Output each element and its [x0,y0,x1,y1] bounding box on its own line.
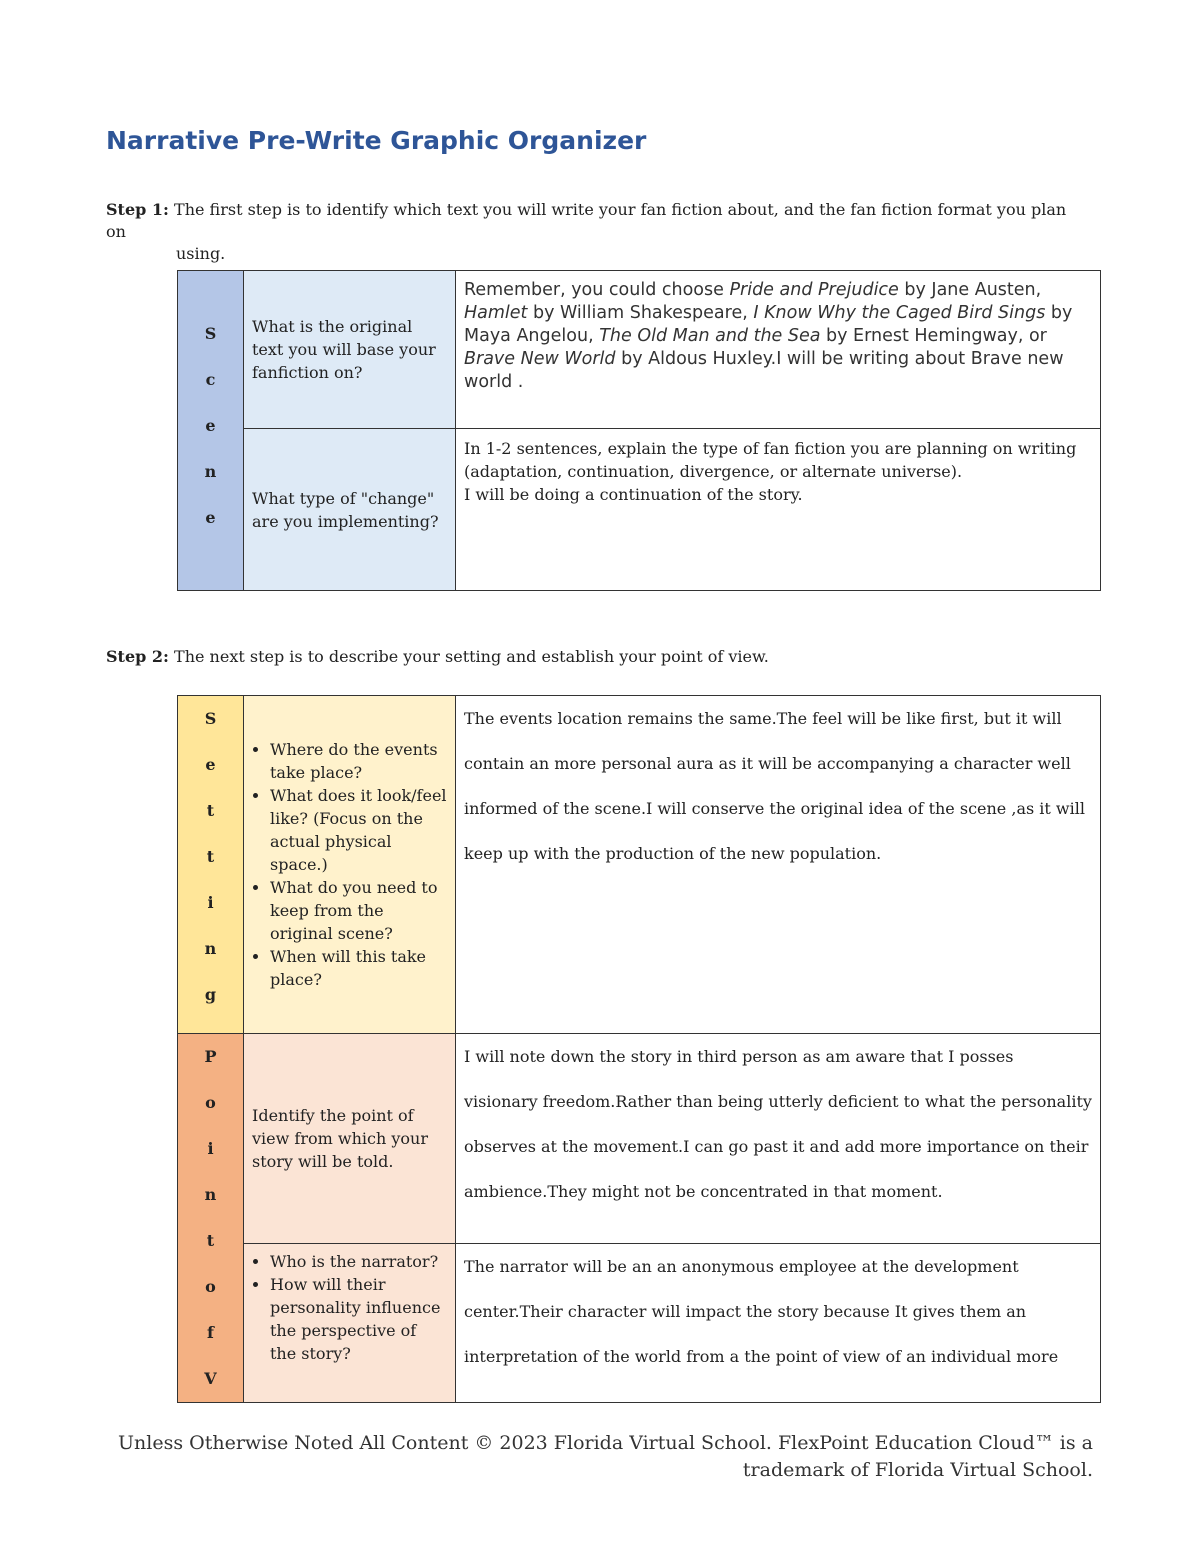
footer-copyright: Unless Otherwise Noted All Content © 2023 Florida Virtual School. FlexPoint Education Cloud™ is a trademark of Florida Virtual School. [118,1432,1093,1481]
setting-bullet: • What do you need to keep from the original scene? [270,876,447,945]
setting-bullet: • When will this take place? [270,945,447,991]
setting-pov-table [177,695,1101,1403]
step1-instruction [106,199,1086,265]
step1-text-cont: using. [176,244,226,263]
setting-answer[interactable]: The events location remains the same.The feel will be like first, but it will contain an more personal aura as it will be accompanying a character well informed of the scene.I will conserve the original idea of the scene ,as it will keep up with the production of the new population. [456,696,1101,1034]
scene-answer-1[interactable]: Remember, you could choose Pride and Prejudice by Jane Austen, Hamlet by William Shakespeare, I Know Why the Caged Bird Sings by Maya Angelou, The Old Man and the Sea by Ernest Hemingway, or Brave New World by Aldous Huxley.I will be writing about Brave new world . [456,271,1101,429]
scene-question-1: What is the original text you will base your fanfiction on? [244,271,456,429]
step1-text: The first step is to identify which text you will write your fan fiction about, and the fan fiction format you plan on [106,200,1067,241]
step2-text: The next step is to describe your setting and establish your point of view. [174,647,769,666]
step2-instruction [106,646,1086,668]
setting-questions [244,696,456,1034]
step2-label: Step 2: [106,647,169,666]
setting-bullet: • Where do the events take place? [270,738,447,784]
pov-answer-1[interactable]: I will note down the story in third person as am aware that I posses visionary freedom.Rather than being utterly deficient to what the personality observes at the movement.I can go past it and add more importance on their ambience.They might not be concentrated in that moment. [456,1034,1101,1244]
setting-vertical-label: S e t t i n g [178,696,244,1034]
pov-question-1: Identify the point of view from which your story will be told. [244,1034,456,1244]
scene-table [177,270,1101,591]
page-title: Narrative Pre-Write Graphic Organizer [106,126,647,155]
step1-label: Step 1: [106,200,169,219]
pov-answer-2[interactable]: The narrator will be an an anonymous employee at the development center.Their character will impact the story because It gives them an interpretation of the world from a the point of view of an individual more [456,1243,1101,1402]
pov-bullet: • Who is the narrator? [270,1250,447,1273]
scene-question-2: What type of "change" are you implementing? [244,429,456,591]
pov-vertical-label: P o i n t o f V [178,1034,244,1403]
scene-answer-2[interactable] [456,429,1101,591]
scene-answer-2-prompt: In 1-2 sentences, explain the type of fan fiction you are planning on writing (adaptation, continuation, divergence, or alternate universe). [464,439,1077,481]
pov-questions-2 [244,1243,456,1402]
scene-answer-2-response: I will be doing a continuation of the story. [464,485,803,504]
setting-bullet: • What does it look/feel like? (Focus on the actual physical space.) [270,784,447,876]
scene-vertical-label: S c e n e [178,271,244,591]
pov-bullet: • How will their personality influence the perspective of the story? [270,1273,447,1365]
